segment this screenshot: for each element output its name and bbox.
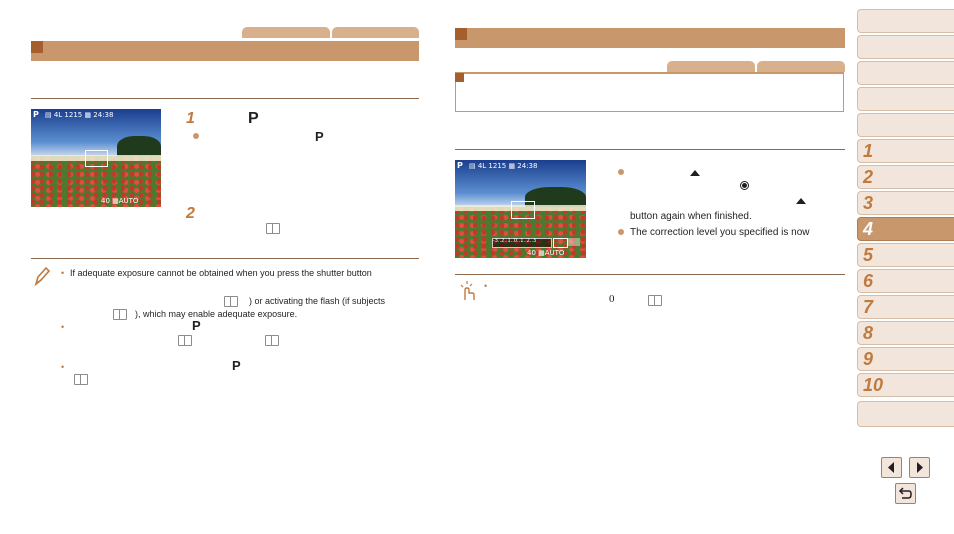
screen-mode: P: [33, 110, 39, 119]
screen-status-top: ▤ 4L 1215 ▦ 24:38: [45, 111, 114, 119]
divider: [31, 258, 419, 259]
top-tab-1[interactable]: [242, 27, 330, 38]
subsection-marker-icon: [455, 73, 464, 82]
chapter-number: 9: [863, 349, 874, 369]
sidebar-item-chapter-8[interactable]: [857, 321, 954, 345]
mode-p-glyph: P: [315, 129, 324, 144]
section-title-bar: [31, 41, 419, 61]
divider: [455, 149, 845, 150]
sidebar-item-chapter-5[interactable]: [857, 243, 954, 267]
step-number: 1: [186, 110, 195, 127]
mode-p-glyph: P: [192, 318, 201, 333]
control-dial-icon: [740, 181, 749, 190]
exposure-scale-text: -3..2..1..0..1..2..3: [493, 238, 537, 244]
focus-frame: [85, 150, 108, 167]
lock-icon: [568, 238, 580, 246]
top-tab-4[interactable]: [757, 61, 845, 72]
up-arrow-icon: [796, 198, 806, 204]
note-text: If adequate exposure cannot be obtained when you press the shutter button: [70, 268, 372, 278]
sidebar-item-chapter-2[interactable]: [857, 165, 954, 189]
sidebar-item-chapter-6[interactable]: [857, 269, 954, 293]
sidebar-tab-cover[interactable]: [857, 9, 954, 33]
metering-icon: [553, 238, 568, 248]
screen-mode: P: [457, 161, 463, 170]
chapter-number: 2: [863, 167, 874, 187]
page-reference-icon[interactable]: [265, 335, 279, 346]
focus-frame: [511, 201, 535, 219]
arrow-left-icon: [882, 458, 901, 477]
sidebar-item-chapter-1[interactable]: [857, 139, 954, 163]
chapter-number: 3: [863, 193, 874, 213]
sidebar-item-chapter-10[interactable]: [857, 373, 954, 397]
page-reference-icon[interactable]: [178, 335, 192, 346]
page-reference-icon[interactable]: [266, 223, 280, 234]
bullet-dot: [193, 133, 199, 139]
section-marker-icon: [31, 41, 43, 53]
chapter-number: 4: [863, 219, 874, 239]
note-bullet: •: [61, 322, 65, 332]
chapter-number: 7: [863, 297, 874, 317]
return-icon: [896, 484, 915, 503]
page-reference-icon[interactable]: [74, 374, 88, 385]
sidebar-item-chapter-9[interactable]: [857, 347, 954, 371]
screen-status-top: ▤ 4L 1215 ▦ 24:38: [469, 162, 538, 170]
previous-page-button[interactable]: [881, 457, 902, 478]
tip-hand-icon: [457, 280, 477, 302]
chapter-number: 10: [863, 375, 884, 395]
chapter-number: 1: [863, 141, 874, 161]
sidebar-item-chapter-4[interactable]: [857, 217, 954, 241]
page-reference-icon[interactable]: [113, 309, 127, 320]
step-number: 2: [186, 205, 195, 222]
screen-status-bottom: 40 ▦AUTO: [527, 249, 565, 257]
screen-status-bottom: 40 ▦AUTO: [101, 197, 139, 205]
section-marker-icon: [455, 28, 467, 40]
sidebar-tab-contents[interactable]: [857, 35, 954, 59]
page-reference-icon[interactable]: [648, 295, 662, 306]
top-tab-3[interactable]: [667, 61, 755, 72]
up-arrow-icon: [690, 170, 700, 176]
sidebar-tab-index[interactable]: [857, 401, 954, 427]
sidebar-tab-header[interactable]: [857, 113, 954, 137]
page-reference-icon[interactable]: [224, 296, 238, 307]
chapter-number: 8: [863, 323, 874, 343]
divider: [455, 274, 845, 275]
chapter-number: 5: [863, 245, 874, 265]
instruction-text: The correction level you specified is now: [630, 227, 810, 238]
chapter-number: 6: [863, 271, 874, 291]
bullet-dot: [618, 229, 624, 235]
bullet-dot: [618, 169, 624, 175]
section-title-bar: [455, 28, 845, 48]
tip-value: 0: [609, 293, 615, 305]
next-page-button[interactable]: [909, 457, 930, 478]
note-text: ), which may enable adequate exposure.: [135, 309, 298, 319]
sidebar-tab-basic[interactable]: [857, 61, 954, 85]
sidebar-item-chapter-7[interactable]: [857, 295, 954, 319]
note-text: ) or activating the flash (if subjects: [249, 296, 386, 306]
top-tab-2[interactable]: [332, 27, 419, 38]
sidebar-item-chapter-3[interactable]: [857, 191, 954, 215]
pencil-note-icon: [33, 265, 51, 287]
camera-screen-photo: [31, 109, 161, 207]
tip-bullet: •: [484, 281, 488, 291]
note-bullet: •: [61, 268, 65, 278]
mode-p-glyph: P: [248, 110, 259, 127]
arrow-right-icon: [910, 458, 929, 477]
camera-screen-photo: [455, 160, 586, 258]
sidebar-tab-guide[interactable]: [857, 87, 954, 111]
instruction-text: button again when finished.: [630, 211, 752, 222]
subsection-box: [455, 72, 844, 112]
return-button[interactable]: [895, 483, 916, 504]
mode-p-glyph: P: [232, 358, 241, 373]
note-bullet: •: [61, 362, 65, 372]
divider: [31, 98, 419, 99]
